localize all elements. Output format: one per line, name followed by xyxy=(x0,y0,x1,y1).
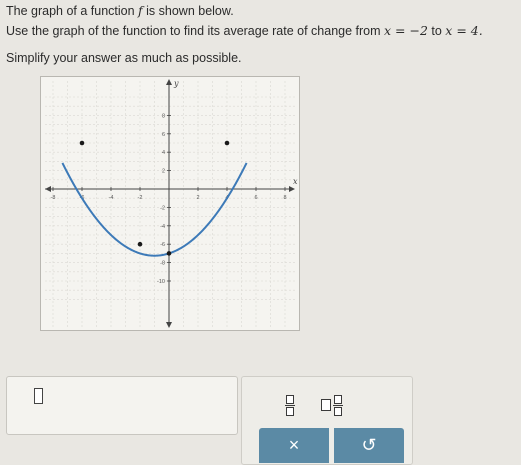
y-tick-label: -6 xyxy=(160,242,165,249)
y-tick-label: 6 xyxy=(161,131,165,138)
x-tick-label: 6 xyxy=(254,195,258,201)
y-tick-label: -8 xyxy=(160,260,165,267)
y-tick-label: -4 xyxy=(160,223,165,230)
prompt-line-1 xyxy=(6,3,234,18)
x-tick-label: 2 xyxy=(196,195,200,201)
y-tick-label: -2 xyxy=(160,205,165,212)
x-tick-label: -4 xyxy=(108,195,114,201)
x-tick-label: -2 xyxy=(137,195,143,201)
y-tick-label: 4 xyxy=(161,150,165,157)
fraction-button[interactable] xyxy=(280,393,300,417)
y-tick-label: 8 xyxy=(161,113,165,120)
graph-panel xyxy=(40,76,300,331)
prompt-line-2 xyxy=(6,23,483,38)
end-x-value: x = 4. xyxy=(445,23,483,38)
undo-button[interactable] xyxy=(334,428,404,463)
function-graph xyxy=(41,77,299,330)
undo-icon: ↺ xyxy=(361,435,377,455)
mixed-number-button[interactable] xyxy=(318,393,346,417)
start-x-value: x = −2 xyxy=(384,23,428,38)
prompt-text: is shown below. xyxy=(142,4,234,18)
y-tick-label: -10 xyxy=(157,279,165,285)
y-tick-label: 2 xyxy=(161,168,165,175)
graph-point xyxy=(138,242,143,247)
fraction-icon xyxy=(285,395,295,416)
y-axis-label: y xyxy=(174,79,179,88)
mixed-number-icon xyxy=(321,395,343,416)
input-placeholder-box[interactable] xyxy=(34,388,43,404)
x-tick-label: -8 xyxy=(50,195,56,201)
answer-input[interactable] xyxy=(6,376,238,435)
x-tick-label: 8 xyxy=(283,195,287,201)
x-tick-label: 4 xyxy=(225,195,229,201)
x-axis-label: x xyxy=(293,177,298,186)
x-axis-arrow xyxy=(45,186,51,192)
graph-point xyxy=(225,141,230,146)
clear-button[interactable] xyxy=(259,428,329,463)
x-tick-label: -6 xyxy=(79,195,85,201)
prompt-text: to xyxy=(427,24,446,38)
graph-point xyxy=(167,251,172,256)
y-axis-arrow xyxy=(166,79,172,85)
y-axis-arrow xyxy=(166,322,172,328)
prompt-text: The graph of a function xyxy=(6,4,139,18)
prompt-text: Use the graph of the function to find its average rate of change from xyxy=(6,24,385,38)
x-axis-arrow xyxy=(289,186,295,192)
function-name: f xyxy=(138,3,143,18)
graph-point xyxy=(80,141,85,146)
close-icon: × xyxy=(288,435,300,455)
instruction-text: Simplify your answer as much as possible. xyxy=(6,51,242,65)
